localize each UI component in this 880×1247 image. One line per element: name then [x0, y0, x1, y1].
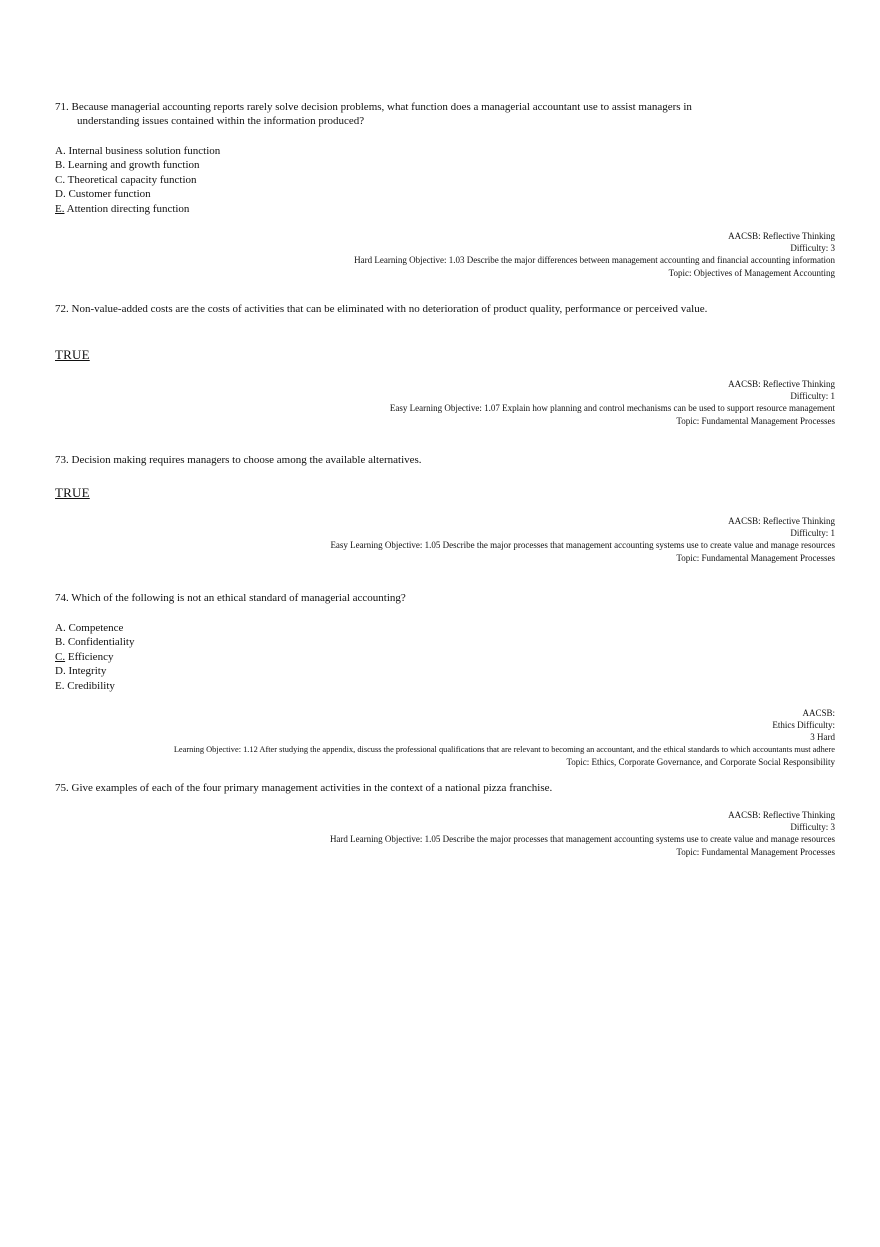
option-e — [55, 679, 134, 693]
question-stem: 72. Non-value-added costs are the costs of activities that can be eliminated with no deterioration of product quality, performance or perceived value. — [55, 303, 708, 315]
answer-true: TRUE — [55, 485, 90, 500]
question-metadata — [295, 515, 835, 564]
aacsb-tag: AACSB: Reflective Thinking — [728, 810, 835, 820]
option-b — [55, 158, 220, 172]
difficulty-tag: Difficulty: 1 — [790, 391, 835, 402]
question-metadata — [295, 230, 835, 279]
difficulty-tag: Difficulty: 1 — [790, 528, 835, 539]
difficulty-tag: Difficulty: 3 — [790, 243, 835, 254]
option-b — [55, 635, 134, 649]
topic-tag: Topic: Fundamental Management Processes — [676, 846, 835, 857]
option-text: Efficiency — [65, 650, 114, 663]
question-metadata — [295, 378, 835, 427]
question-stem: 73. Decision making requires managers to choose among the available alternatives. — [55, 454, 422, 466]
learning-objective: Easy Learning Objective: 1.05 Describe the major processes that management accounting systems use to create value and manage resources — [330, 540, 835, 551]
option-a — [55, 144, 220, 158]
option-text: Confidentiality — [65, 636, 135, 649]
question-stem: 75. Give examples of each of the four primary management activities in the context of a national pizza franchise. — [55, 782, 553, 794]
learning-objective: Easy Learning Objective: 1.07 Explain how planning and control mechanisms can be used to support resource management — [389, 403, 835, 414]
option-c — [55, 650, 134, 664]
option-text: Learning and growth function — [65, 159, 200, 172]
aacsb-tag: AACSB: Reflective Thinking — [728, 231, 835, 241]
question-74 — [55, 591, 755, 605]
option-letter: A. — [55, 145, 66, 157]
option-text: Theoretical capacity function — [65, 173, 197, 186]
learning-objective: Learning Objective: 1.12 After studying the appendix, discuss the professional qualifications that are relevant to becoming an accountant, and the ethical standards to which accountants must adhere — [173, 744, 835, 754]
option-text: Credibility — [64, 679, 115, 692]
learning-objective: Hard Learning Objective: 1.05 Describe the major processes that management accounting systems use to create value and manage resources — [329, 834, 835, 845]
learning-objective: Hard Learning Objective: 1.03 Describe the major differences between management accounting and financial accounting information — [354, 255, 835, 266]
difficulty-tag: Difficulty: 3 — [790, 822, 835, 833]
aacsb-tag: AACSB: Reflective Thinking — [728, 516, 835, 526]
question-75 — [55, 781, 755, 795]
option-letter: C. — [55, 173, 66, 186]
option-text: Customer function — [65, 188, 151, 201]
option-letter: B. — [55, 636, 66, 649]
topic-tag: Topic: Fundamental Management Processes — [676, 415, 835, 426]
question-72 — [55, 302, 755, 316]
question-metadata — [295, 809, 835, 858]
topic-tag: Topic: Fundamental Management Processes — [676, 552, 835, 563]
option-letter: B. — [55, 159, 66, 172]
option-text: Integrity — [65, 665, 107, 678]
difficulty-tag: 3 Hard — [810, 732, 835, 743]
question-71 — [55, 100, 755, 128]
option-letter-correct: C. — [55, 650, 66, 663]
option-text: Internal business solution function — [65, 145, 221, 157]
option-a — [55, 621, 134, 635]
question-73 — [55, 453, 755, 467]
option-c — [55, 173, 220, 187]
option-letter-correct: E. — [55, 202, 65, 215]
option-letter: D. — [55, 665, 66, 678]
option-e — [55, 202, 220, 216]
topic-tag: Topic: Objectives of Management Accounting — [668, 267, 835, 278]
option-text: Competence — [65, 622, 124, 634]
aacsb-tag: AACSB: — [802, 708, 835, 718]
options-list — [55, 144, 220, 216]
option-letter: A. — [55, 622, 66, 634]
question-stem: 74. Which of the following is not an ethical standard of managerial accounting? — [55, 592, 406, 604]
option-d — [55, 664, 134, 678]
question-metadata — [35, 707, 835, 768]
option-letter: E. — [55, 679, 65, 692]
option-d — [55, 187, 220, 201]
topic-tag: Topic: Ethics, Corporate Governance, and Corporate Social Responsibility — [566, 756, 835, 767]
question-stem: 71. Because managerial accounting reports rarely solve decision problems, what function does a managerial accountant use to assist managers in understanding issues contained within the information produced? — [55, 101, 692, 127]
options-list — [55, 621, 134, 693]
aacsb-ethics-difficulty: Ethics Difficulty: — [772, 720, 835, 731]
aacsb-tag: AACSB: Reflective Thinking — [728, 379, 835, 389]
answer-true: TRUE — [55, 347, 90, 362]
option-letter: D. — [55, 188, 66, 201]
option-text: Attention directing function — [64, 202, 190, 215]
